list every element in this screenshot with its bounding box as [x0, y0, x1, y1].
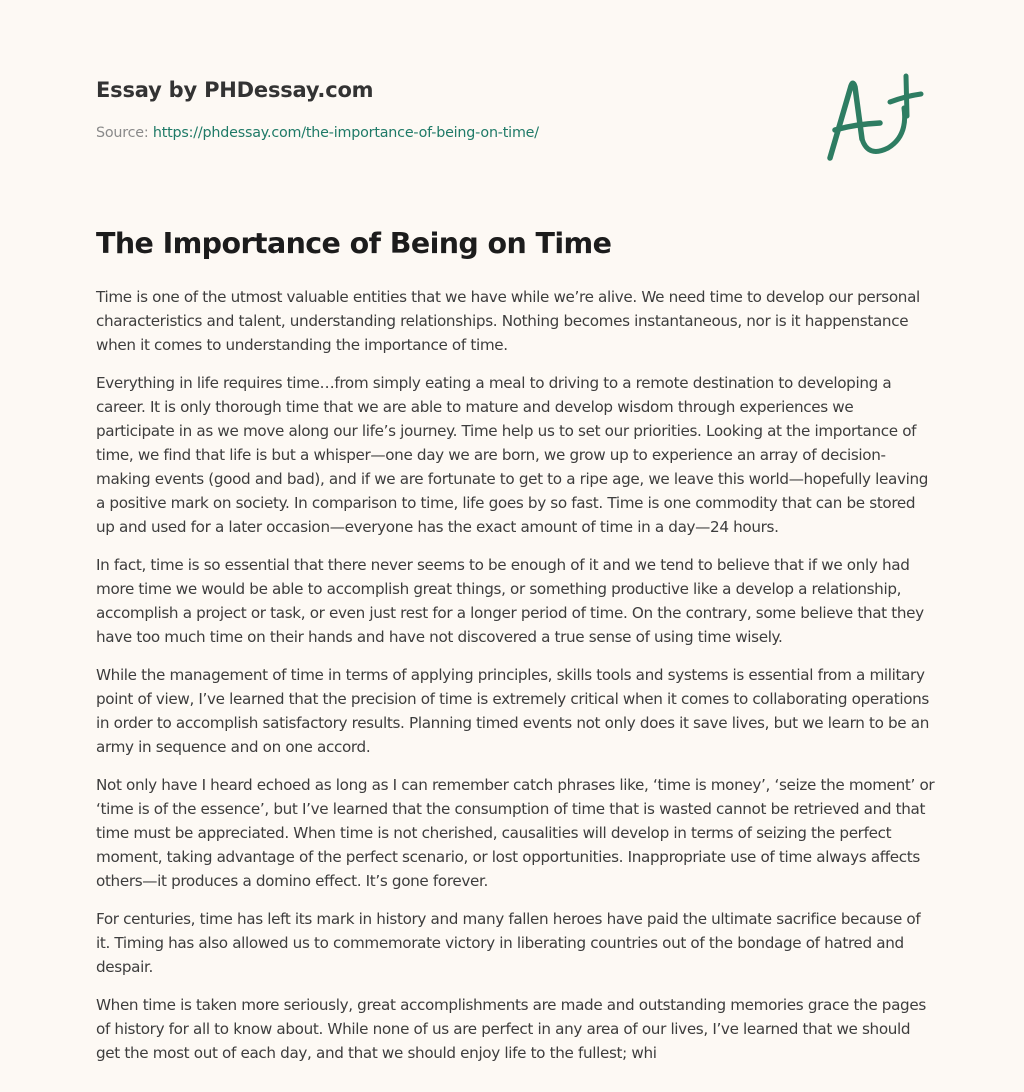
essay-paragraph: In fact, time is so essential that there never seems to be enough of it and we tend to believe that if we only had more time we would be able to accomplish great things, or something productive like a develop a relationship, accomplish a project or task, or even just rest for a longer period of time. On the contrary, some believe that they have too much time on their hands and have not discovered a true sense of using time wisely. — [96, 556, 924, 646]
essay-paragraph: While the management of time in terms of applying principles, skills tools and systems is essential from a military point of view, I’ve learned that the precision of time is extremely critical when it comes to collaborating operations in order to accomplish satisfactory results. Planning timed events not only does it save lives, but we learn to be an army in sequence and on one accord. — [96, 666, 929, 756]
essay-paragraph: Not only have I heard echoed as long as I can remember catch phrases like, ‘time is money’, ‘seize the moment’ or ‘time is of the essence’, but I’ve learned that the consumption of time that is wasted cannot be retrieved and that time must be appreciated. When time is not cherished, causalities will develop in terms of seizing the perfect moment, taking advantage of the perfect scenario, or lost opportunities. Inappropriate use of time always affects others—it produces a domino effect. It’s gone forever. — [96, 776, 935, 890]
essay-paragraph: Time is one of the utmost valuable entities that we have while we’re alive. We need time to develop our personal characteristics and talent, understanding relationships. Nothing becomes instantaneous, nor is it happenstance when it comes to understanding the importance of time. — [96, 288, 920, 354]
source-label: Source: — [96, 125, 153, 141]
essay-paragraph: Everything in life requires time…from simply eating a meal to driving to a remote destination to developing a career. It is only thorough time that we are able to mature and develop wisdom through experiences we participate in as we move along our life’s journey. Time help us to set our priorities. Looking at the importance of time, we find that life is but a whisper—one day we are born, we grow up to experience an array of decision-making events (good and bad), and if we are fortunate to get to a ripe age, we leave this world—hopefully leaving a positive mark on society. In comparison to time, life goes by so fast. Time is one commodity that can be stored up and used for a later occasion—everyone has the exact amount of time in a day—24 hours. — [96, 374, 929, 536]
essay-paragraph: When time is taken more seriously, great accomplishments are made and outstanding memories grace the pages of history for all to know about. While none of us are perfect in any area of our lives, I’ve learned that we should get the most out of each day, and that we should enjoy life to the fullest; whi — [96, 996, 926, 1062]
brand-title: Essay by PHDessay.com — [96, 78, 374, 102]
source-line — [96, 123, 796, 143]
essay-title: The Importance of Being on Time — [96, 227, 612, 260]
a-plus-grade-icon — [818, 64, 930, 164]
essay-header — [96, 74, 796, 143]
source-link[interactable]: https://phdessay.com/the-importance-of-being-on-time/ — [152, 125, 539, 141]
essay-body — [96, 285, 936, 1079]
essay-paragraph: For centuries, time has left its mark in history and many fallen heroes have paid the ultimate sacrifice because of it. Timing has also allowed us to commemorate victory in liberating countries out of the bondage of hatred and despair. — [96, 910, 921, 976]
